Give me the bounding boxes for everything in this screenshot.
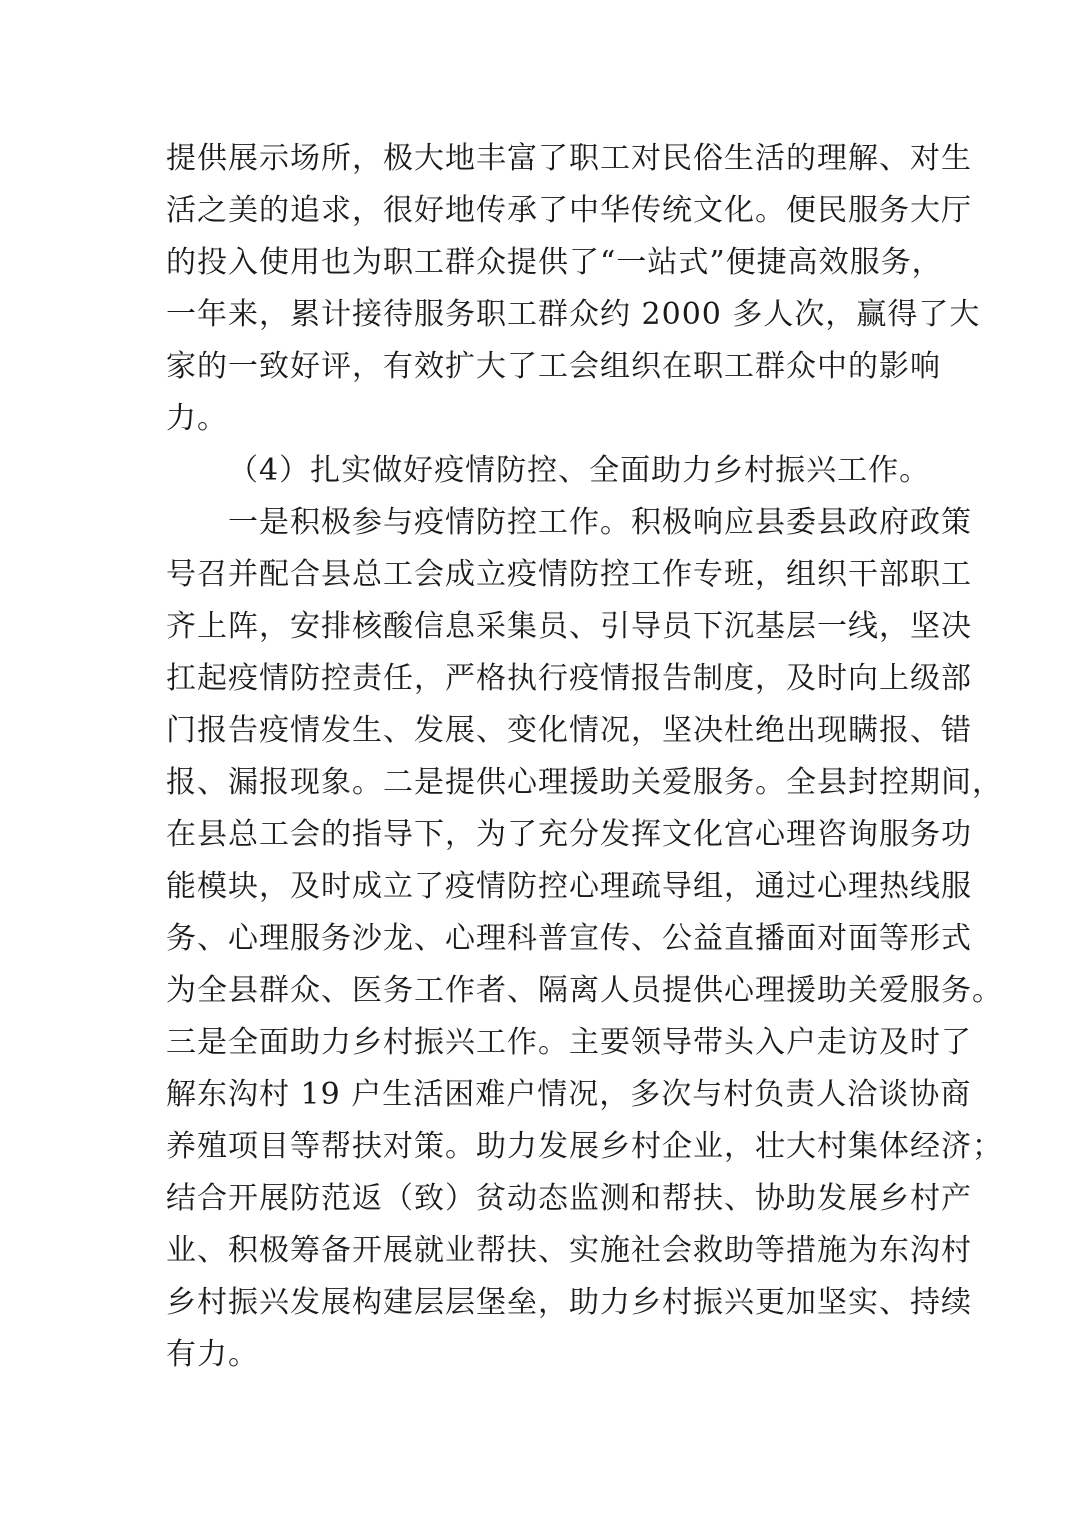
paragraph-1-line-3: 的投入使用也为职工群众提供了“一站式”便捷高效服务， (166, 245, 943, 280)
paragraph-2-line-3: 齐上阵，安排核酸信息采集员、引导员下沉基层一线，坚决 (166, 609, 972, 644)
paragraph-2-line-9: 务、心理服务沙龙、心理科普宣传、公益直播面对面等形式 (166, 921, 972, 956)
paragraph-2-line-5: 门报告疫情发生、发展、变化情况，坚决杜绝出现瞒报、错 (166, 713, 972, 748)
paragraph-2-line-14: 结合开展防范返（致）贫动态监测和帮扶、协助发展乡村产 (166, 1181, 972, 1216)
section-heading-4: （4）扎实做好疫情防控、全面助力乡村振兴工作。 (228, 453, 931, 488)
paragraph-1-line-1: 提供展示场所，极大地丰富了职工对民俗生活的理解、对生 (166, 141, 972, 176)
paragraph-2-line-1: 一是积极参与疫情防控工作。积极响应县委县政府政策 (228, 505, 972, 540)
paragraph-2-line-17: 有力。 (166, 1337, 259, 1372)
paragraph-2-line-11: 三是全面助力乡村振兴工作。主要领导带头入户走访及时了 (166, 1025, 972, 1060)
paragraph-2-line-15: 业、积极筹备开展就业帮扶、实施社会救助等措施为东沟村 (166, 1233, 972, 1268)
paragraph-2-line-4: 扛起疫情防控责任，严格执行疫情报告制度，及时向上级部 (166, 661, 972, 696)
paragraph-2-line-12: 解东沟村 19 户生活困难户情况，多次与村负责人洽谈协商 (166, 1077, 972, 1112)
paragraph-2-line-16: 乡村振兴发展构建层层堡垒，助力乡村振兴更加坚实、持续 (166, 1285, 972, 1320)
paragraph-2-line-2: 号召并配合县总工会成立疫情防控工作专班，组织干部职工 (166, 557, 972, 592)
paragraph-2-line-13: 养殖项目等帮扶对策。助力发展乡村企业，壮大村集体经济； (166, 1129, 1003, 1164)
paragraph-2-line-6: 报、漏报现象。二是提供心理援助关爱服务。全县封控期间， (166, 765, 1003, 800)
paragraph-1-line-4: 一年来，累计接待服务职工群众约 2000 多人次，赢得了大 (166, 297, 981, 332)
paragraph-2-line-10: 为全县群众、医务工作者、隔离人员提供心理援助关爱服务。 (166, 973, 1003, 1008)
document-body (166, 133, 1003, 1381)
paragraph-1-line-6: 力。 (166, 401, 228, 436)
paragraph-1-line-2: 活之美的追求，很好地传承了中华传统文化。便民服务大厅 (166, 193, 972, 228)
paragraph-2-line-7: 在县总工会的指导下，为了充分发挥文化宫心理咨询服务功 (166, 817, 972, 852)
paragraph-2-line-8: 能模块，及时成立了疫情防控心理疏导组，通过心理热线服 (166, 869, 972, 904)
paragraph-1-line-5: 家的一致好评，有效扩大了工会组织在职工群众中的影响 (166, 349, 941, 384)
